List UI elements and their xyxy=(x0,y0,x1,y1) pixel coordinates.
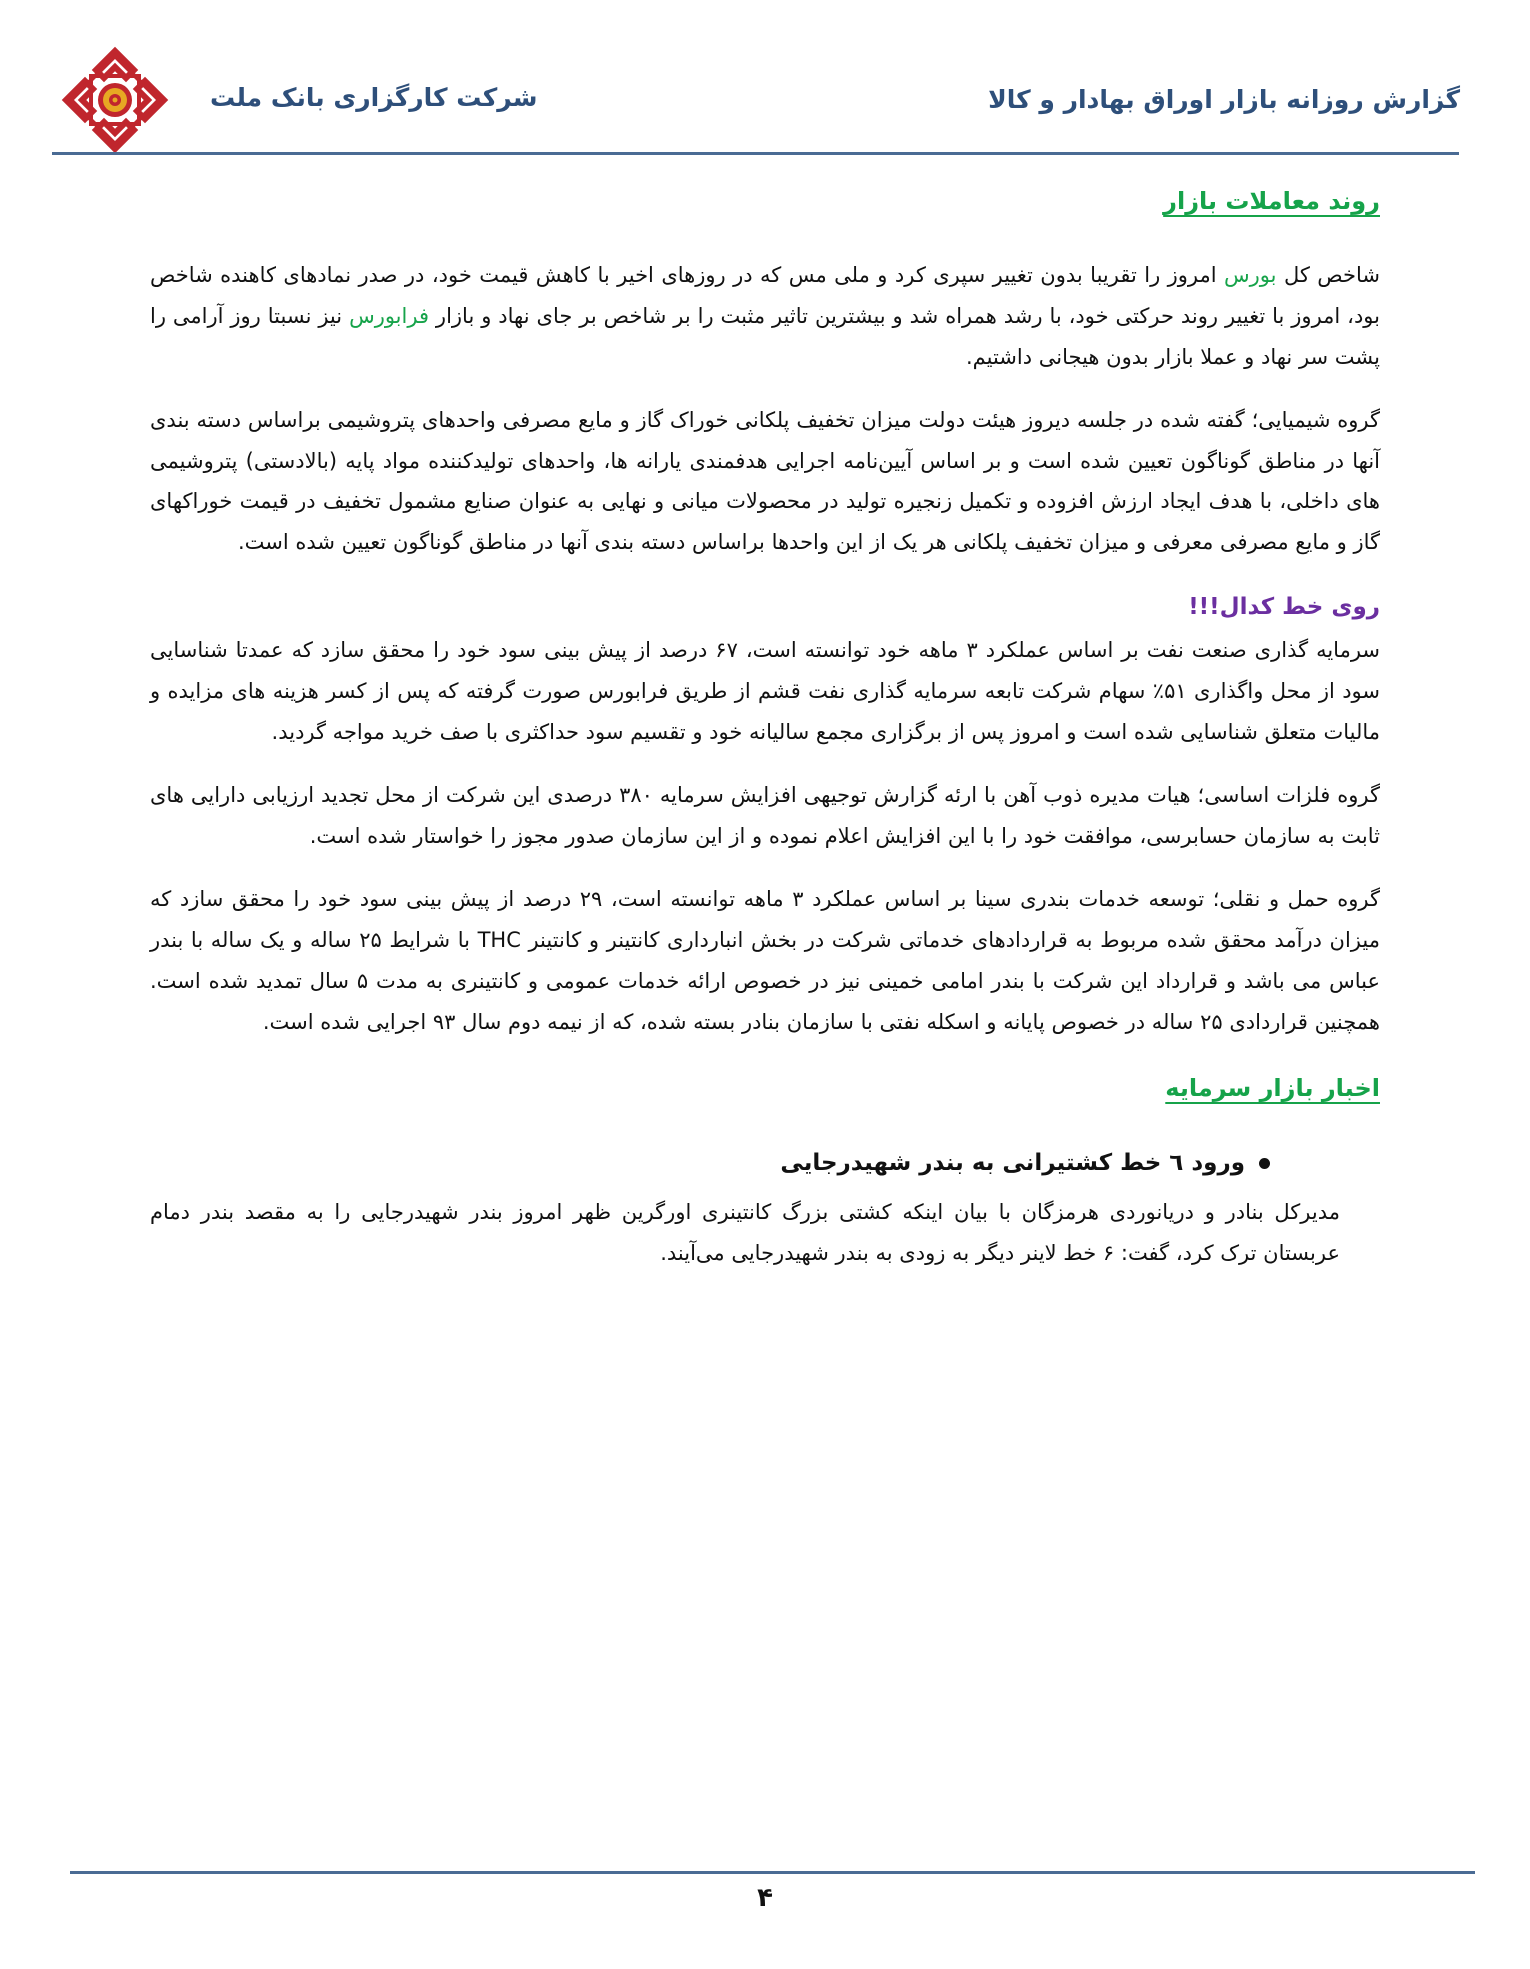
paragraph-chemical-group: گروه شیمیایی؛ گفته شده در جلسه دیروز هیئت دولت میزان تخفیف پلکانی خوراک گاز و مایع مصرفی واحدهای پتروشیمی براساس دسته بندی آنها در مناطق گوناگون تعیین شده است و بر اساس آیین‌نامه اجرایی هدفمندی یارانه ها، واحدهای تولیدکننده مواد پایه (بالادستی) پتروشیمی های داخلی، با هدف ایجاد ارزش افزوده و تکمیل زنجیره تولید در محصولات میانی و نهایی به عنوان صنایع مشمول تخفیف در قیمت خوراکهای گاز و مایع مصرفی معرفی و میزان تخفیف پلکانی هر یک از این واحدها براساس دسته بندی آنها در مناطق گوناگون تعیین شده است. xyxy=(150,407,1380,555)
bullet-icon xyxy=(1259,1158,1270,1169)
paragraph-transport-group: گروه حمل و نقلی؛ توسعه خدمات بندری سینا بر اساس عملکرد ۳ ماهه توانسته است، ۲۹ درصد از پیش بینی سود خود را محقق سازد که میزان درآمد محقق شده مربوط به قراردادهای خدماتی شرکت در بخش انبارداری کانتینر و کانتینر THC با شرایط ۲۵ ساله و یک ساله با بندر عباس می باشد و قرارداد این شرکت با بندر امامی خمینی نیز در خصوص ارائه خدمات عمومی و کانتینری به مدت ۵ سال تمدید شده است. همچنین قراردادی ۲۵ ساله در خصوص پایانه و اسکله نفتی با سازمان بنادر بسته شده، که از نیمه دوم سال ۹۳ اجرایی شده است. xyxy=(150,886,1380,1034)
page-header xyxy=(55,30,1460,150)
news-item-title-row xyxy=(150,1141,1270,1186)
header-divider xyxy=(52,152,1459,155)
report-title: گزارش روزانه بازار اوراق بهادار و کالا xyxy=(988,85,1460,114)
paragraph-basic-metals: گروه فلزات اساسی؛ هیات مدیره ذوب آهن با ارئه گزارش توجیهی افزایش سرمایه ۳۸۰ درصدی این شرکت از محل تجدید ارزیابی دارایی های ثابت به سازمان حسابرسی، موافقت خود را با این افزایش اعلام نموده و از این سازمان صدور مجوز را خواستار شده است. xyxy=(150,783,1380,848)
highlight-farabourse: فرابورس xyxy=(349,303,429,328)
footer-divider xyxy=(70,1871,1475,1874)
bank-mellat-logo-icon xyxy=(60,45,170,155)
news-item xyxy=(150,1141,1340,1274)
report-body xyxy=(150,178,1380,1296)
highlight-bourse: بورس xyxy=(1224,262,1277,287)
subtitle-codal: روی خط کدال!!! xyxy=(1188,594,1380,621)
text-segment: شاخص کل xyxy=(1276,262,1380,287)
text-segment: امروز را تقریبا بدون تغییر سپری کرد و ملی مس که در روزهای اخیر با کاهش قیمت خود، در صدر نمادهای کاهنده شاخص بود، امروز با تغییر روند حرکتی خود، با رشد همراه شد و بیشترین تاثیر مثبت را بر شاخص بر جای نهاد و بازار xyxy=(150,262,1381,328)
section-title-capital-market-news: اخبار بازار سرمایه xyxy=(1165,1073,1380,1102)
company-name: شرکت کارگزاری بانک ملت xyxy=(210,83,538,112)
paragraph-index-summary xyxy=(150,255,1380,378)
section-title-market-trend: روند معاملات بازار xyxy=(1163,187,1380,215)
page-number: ۴ xyxy=(757,1883,773,1913)
text-segment: نیز نسبتا روز آرامی را پشت سر نهاد و عملا بازار بدون هیجانی داشتیم. xyxy=(150,303,1380,369)
paragraph-oil-investment: سرمایه گذاری صنعت نفت بر اساس عملکرد ۳ ماهه خود توانسته است، ۶۷ درصد از پیش بینی سود خود را محقق سازد که عمدتا شناسایی سود از محل واگذاری ۵۱٪ سهام شرکت تابعه سرمایه گذاری نفت قشم از طریق فرابورس صورت گرفته که پس از کسر هزینه های مزایده و مالیات متعلق شناسایی شده است و امروز پس از برگزاری مجمع سالیانه خود و تقسیم سود حداکثری با صف خرید مواجه گردید. xyxy=(150,638,1381,745)
news-item-body: مدیرکل بنادر و دریانوردی هرمزگان با بیان اینکه کشتی بزرگ کانتینری اورگرین ظهر امروز بندر شهیدرجایی را به مقصد بندر دمام عربستان ترک کرد، گفت: ۶ خط لاینر دیگر به زودی به بندر شهیدرجایی می‌آیند. xyxy=(150,1200,1340,1266)
news-item-title: ورود ٦ خط کشتیرانی به بندر شهیدرجایی xyxy=(780,1150,1245,1177)
